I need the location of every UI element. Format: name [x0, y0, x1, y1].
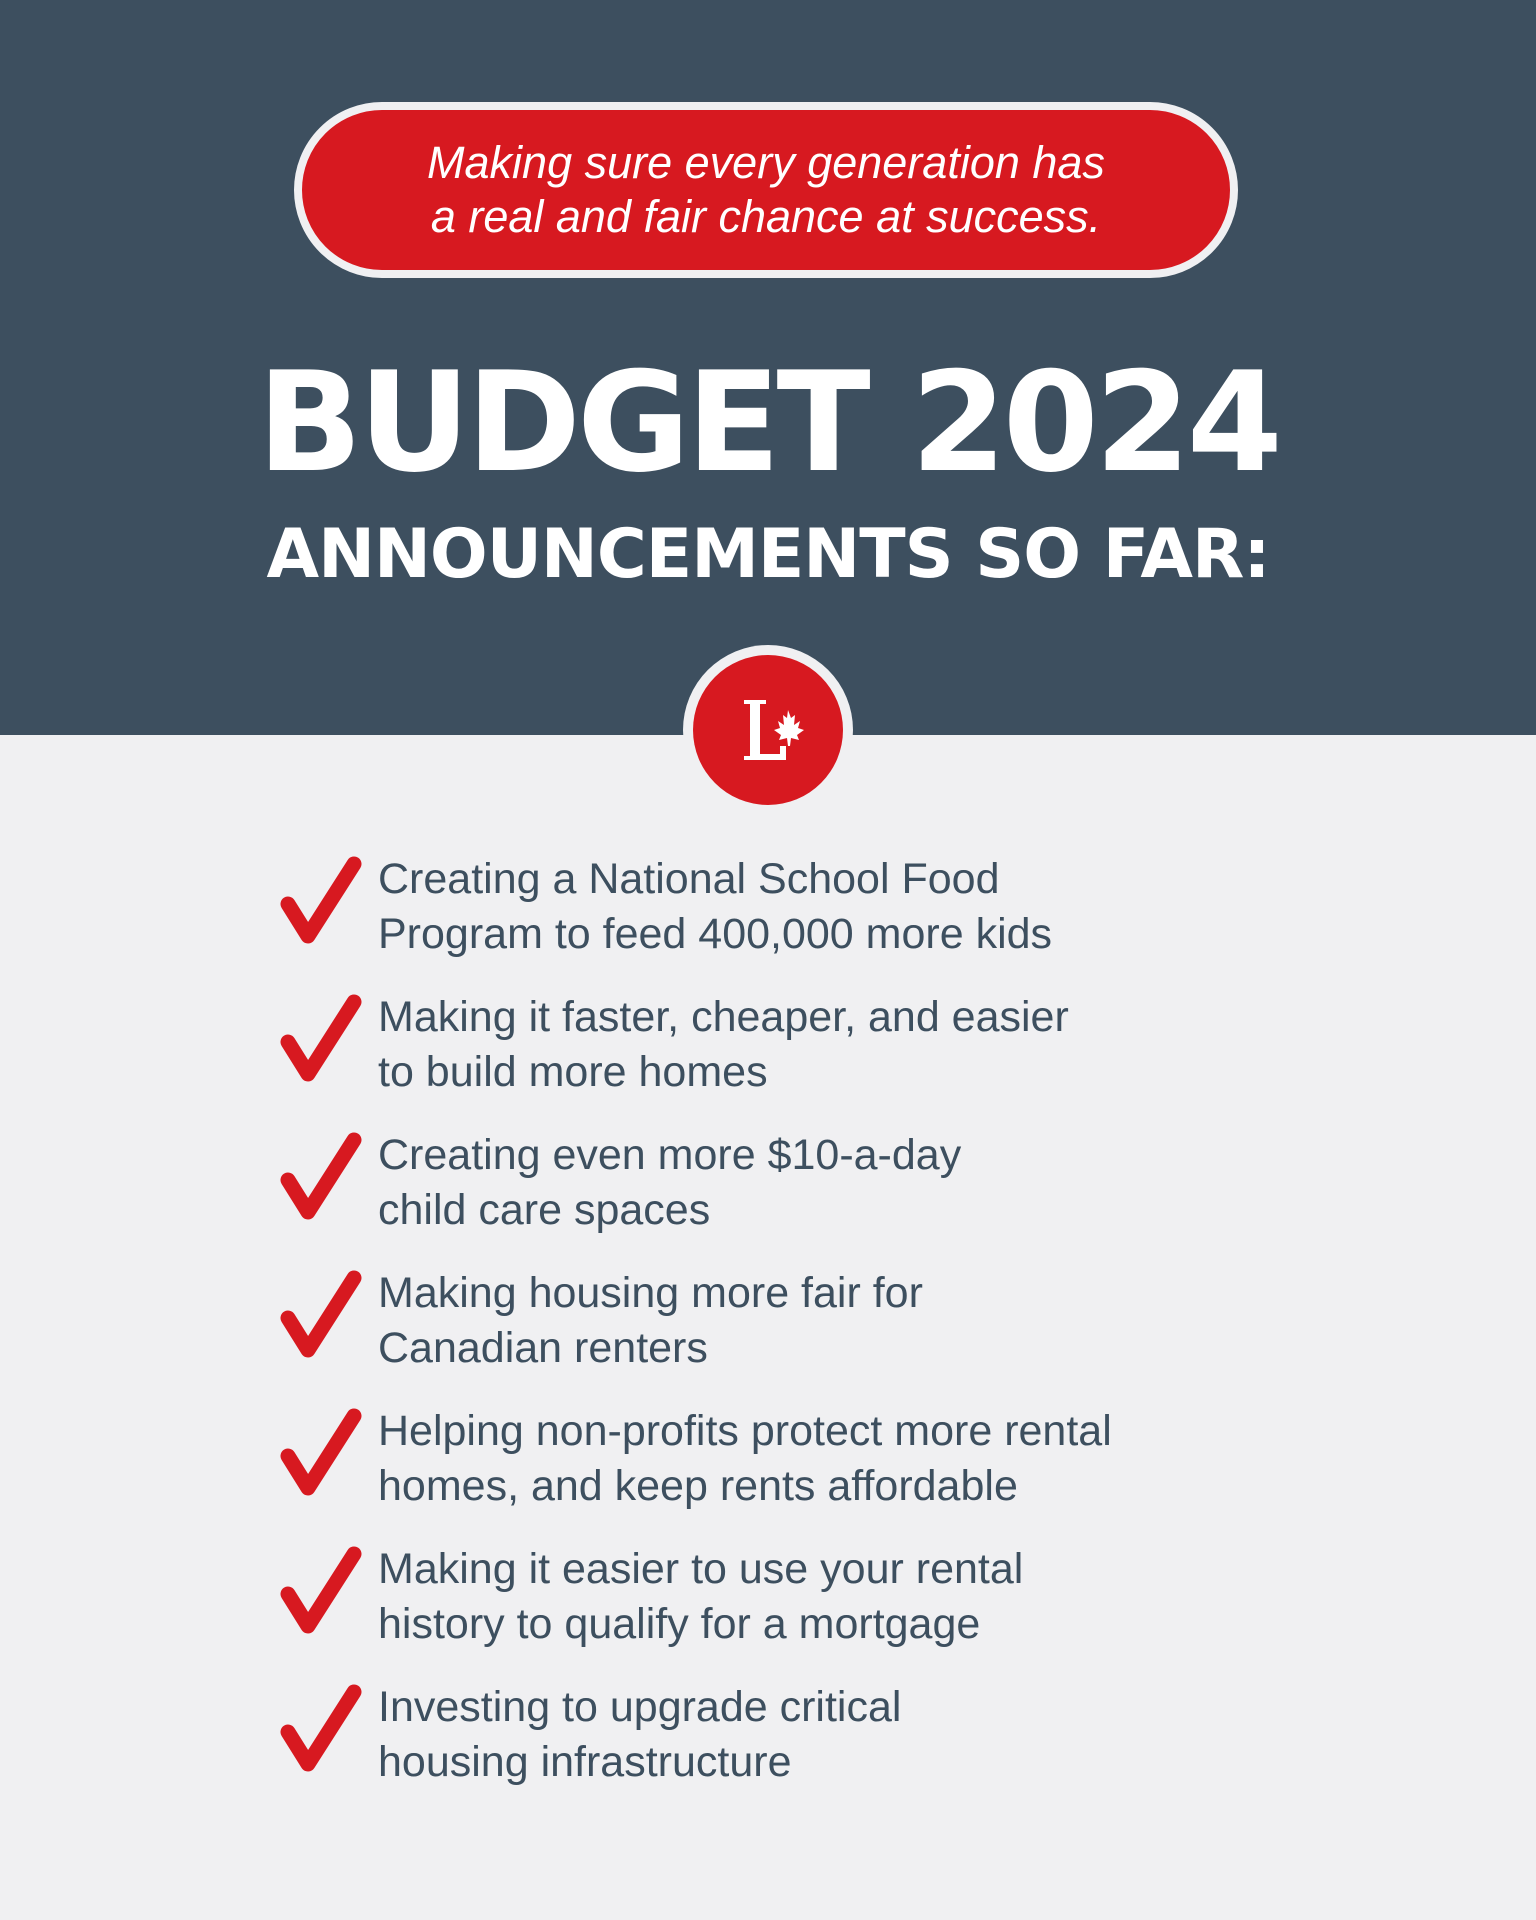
- list-item-text: [378, 1266, 1278, 1376]
- checkmark-icon: [280, 1270, 362, 1362]
- list-item-line-1: Making it easier to use your rental: [378, 1545, 1024, 1593]
- tagline-pill: [294, 102, 1238, 278]
- list-item-text: [378, 1680, 1278, 1790]
- checkmark-icon: [280, 1684, 362, 1776]
- list-item: [280, 1266, 1280, 1404]
- list-item: [280, 1680, 1280, 1818]
- list-item: [280, 852, 1280, 990]
- list-item-line-1: Creating a National School Food: [378, 855, 1000, 903]
- list-item-line-1: Helping non-profits protect more rental: [378, 1407, 1112, 1455]
- list-item-line-1: Making housing more fair for: [378, 1269, 923, 1317]
- list-item-line-1: Investing to upgrade critical: [378, 1683, 902, 1731]
- list-item-text: [378, 1128, 1278, 1238]
- list-item-text: [378, 1404, 1278, 1514]
- checkmark-icon: [280, 994, 362, 1086]
- list-item-line-2: Canadian renters: [378, 1324, 708, 1372]
- tagline: [356, 136, 1176, 244]
- headline: BUDGET 2024: [257, 342, 1279, 503]
- header-band: [0, 0, 1536, 735]
- list-item-line-2: homes, and keep rents affordable: [378, 1462, 1018, 1510]
- announcement-list: [280, 852, 1280, 1818]
- checkmark-icon: [280, 856, 362, 948]
- logo-badge: [683, 645, 853, 815]
- list-item-line-1: Making it faster, cheaper, and easier: [378, 993, 1069, 1041]
- checkmark-icon: [280, 1408, 362, 1500]
- list-item: [280, 1404, 1280, 1542]
- tagline-line-1: Making sure every generation has: [427, 137, 1105, 188]
- tagline-line-2: a real and fair chance at success.: [430, 191, 1102, 242]
- list-item-line-2: to build more homes: [378, 1048, 768, 1096]
- checkmark-icon: [280, 1132, 362, 1224]
- subheadline: ANNOUNCEMENTS SO FAR:: [266, 515, 1270, 594]
- liberal-logo-icon: [693, 655, 843, 805]
- list-item: [280, 1128, 1280, 1266]
- list-item-text: [378, 1542, 1278, 1652]
- list-item-text: [378, 990, 1278, 1100]
- list-item-line-2: housing infrastructure: [378, 1738, 792, 1786]
- list-item-text: [378, 852, 1278, 962]
- list-item-line-2: history to qualify for a mortgage: [378, 1600, 981, 1648]
- list-item: [280, 1542, 1280, 1680]
- list-item-line-1: Creating even more $10-a-day: [378, 1131, 962, 1179]
- list-item: [280, 990, 1280, 1128]
- checkmark-icon: [280, 1546, 362, 1638]
- list-item-line-2: child care spaces: [378, 1186, 711, 1234]
- list-item-line-2: Program to feed 400,000 more kids: [378, 910, 1053, 958]
- logo-letter-l-maple-leaf: [718, 680, 818, 780]
